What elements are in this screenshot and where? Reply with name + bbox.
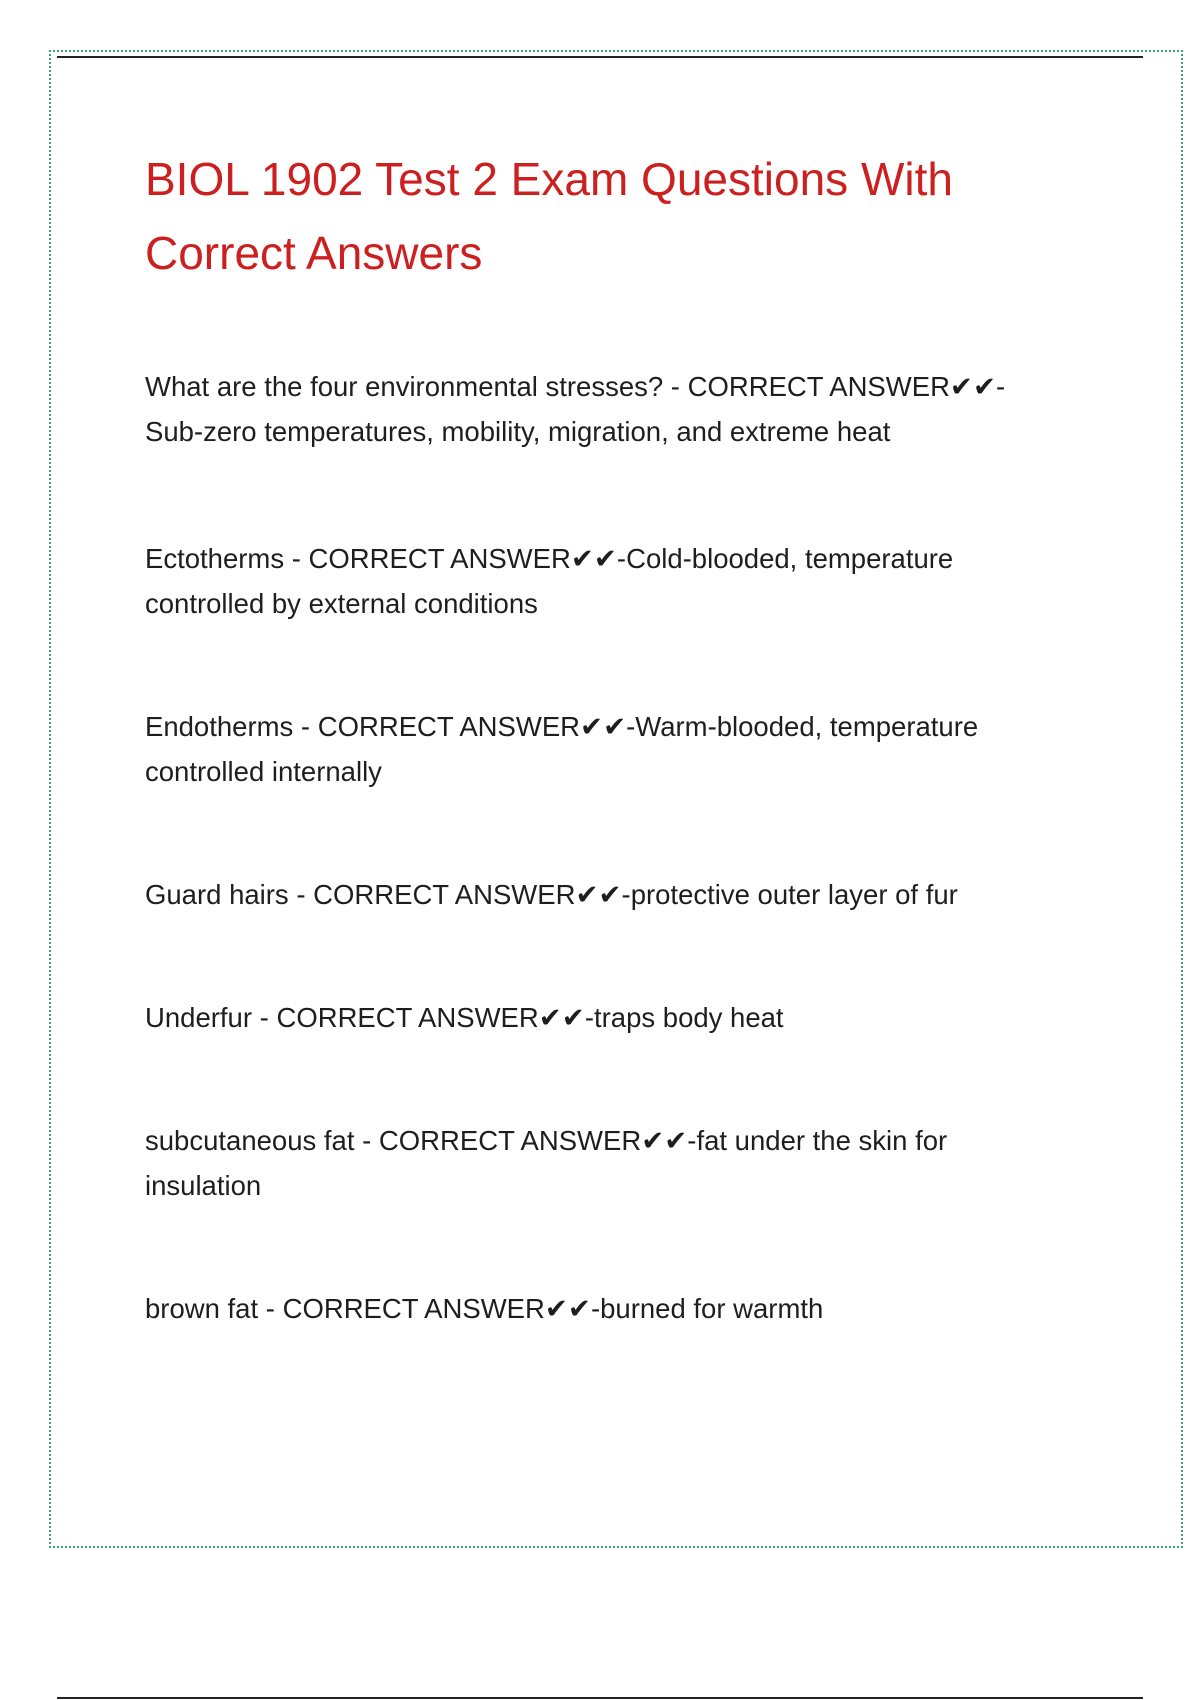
question-text: subcutaneous fat xyxy=(145,1125,355,1156)
question-text: Guard hairs xyxy=(145,879,289,910)
question-text: What are the four environmental stresses? xyxy=(145,371,664,402)
question-text: Ectotherms xyxy=(145,543,285,574)
answer-marker: CORRECT ANSWER✔✔- xyxy=(282,1293,601,1324)
document-title: BIOL 1902 Test 2 Exam Questions With Correct Answers xyxy=(145,153,953,279)
qa-item xyxy=(145,872,1050,917)
footer-rule xyxy=(57,1697,1143,1699)
answer-text: burned for warmth xyxy=(600,1293,824,1324)
answer-marker: CORRECT ANSWER✔✔- xyxy=(276,1002,594,1033)
qa-item xyxy=(145,364,1050,454)
answer-marker: CORRECT ANSWER✔✔- xyxy=(313,879,631,910)
qa-item xyxy=(145,536,1050,626)
separator: - xyxy=(284,543,309,574)
separator: - xyxy=(252,1002,277,1033)
answer-marker: CORRECT ANSWER✔✔- xyxy=(378,1125,697,1156)
header-rule xyxy=(57,56,1143,58)
qa-item xyxy=(145,704,1050,794)
answer-text: fat under the skin for insulation xyxy=(145,1125,948,1201)
answer-marker: CORRECT ANSWER✔✔- xyxy=(308,543,627,574)
question-text: Endotherms xyxy=(145,711,294,742)
qa-item xyxy=(145,995,1050,1040)
separator: - xyxy=(354,1125,379,1156)
answer-text: Cold-blooded, temperature controlled by external conditions xyxy=(145,543,954,619)
answer-marker: CORRECT ANSWER✔✔- xyxy=(317,711,636,742)
qa-item xyxy=(145,1118,1050,1208)
question-text: Underfur xyxy=(145,1002,252,1033)
answer-text: Sub-zero temperatures, mobility, migration, and extreme heat xyxy=(145,416,891,447)
separator: - xyxy=(663,371,688,402)
question-text: brown fat xyxy=(145,1293,259,1324)
answer-text: Warm-blooded, temperature controlled internally xyxy=(145,711,979,787)
separator: - xyxy=(288,879,314,910)
answer-text: traps body heat xyxy=(594,1002,784,1033)
separator: - xyxy=(293,711,318,742)
separator: - xyxy=(258,1293,283,1324)
answer-text: protective outer layer of fur xyxy=(630,879,958,910)
qa-item xyxy=(145,1286,1050,1331)
answer-marker: CORRECT ANSWER✔✔- xyxy=(687,371,1006,402)
